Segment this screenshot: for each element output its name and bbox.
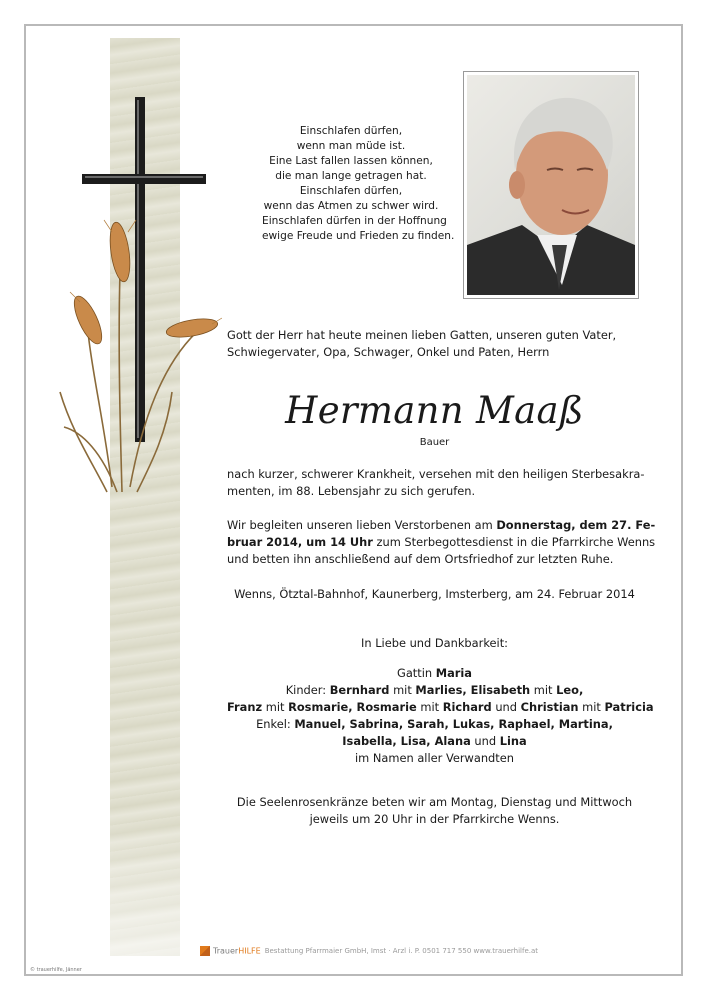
intro-text	[227, 327, 642, 361]
partner-name: Leo,	[556, 683, 584, 697]
child-name: Bernhard	[329, 683, 390, 697]
rosary-line: jeweils um 20 Uhr in der Pfarrkirche Wenns.	[309, 812, 560, 826]
funeral-date: bruar 2014, um 14 Uhr	[227, 535, 373, 549]
poem-line: wenn das Atmen zu schwer wird.	[263, 200, 439, 212]
funeral-line: und betten ihn anschließend auf dem Ortsfriedhof zur letzten Ruhe.	[227, 552, 614, 566]
children-line	[227, 699, 654, 716]
strip-fade	[110, 820, 180, 956]
poem-line: Einschlafen dürfen in der Hoffnung	[262, 215, 447, 227]
partner-name: Marlies, Elisabeth	[415, 683, 531, 697]
mourners-list	[227, 665, 654, 767]
death-notice-line: nach kurzer, schwerer Krankheit, versehen mit den heiligen Sterbesakra-	[227, 467, 645, 481]
children-line	[227, 682, 642, 699]
grandchildren-names: Manuel, Sabrina, Sarah, Lukas, Raphael, Martina,	[294, 717, 613, 731]
footer-info: Bestattung Pfarrmaier GmbH, Imst · Arzl i. P. 0501 717 550 www.trauerhilfe.at	[264, 947, 539, 955]
connector: mit	[389, 683, 416, 697]
spouse-name: Maria	[435, 666, 472, 680]
funeral-text: Wir begleiten unseren lieben Verstorbenen am	[227, 518, 497, 532]
footer-brand-accent: HILFE	[238, 946, 261, 956]
rosary-line: Die Seelenrosenkränze beten wir am Montag, Dienstag und Mittwoch	[236, 795, 633, 809]
cross-icon	[82, 97, 206, 442]
connector: mit	[578, 700, 605, 714]
connector: mit	[416, 700, 443, 714]
cross-and-wheat-illustration	[52, 92, 222, 502]
deceased-occupation: Bauer	[419, 437, 450, 448]
grandchildren-names: Isabella, Lisa, Alana	[342, 734, 471, 748]
child-name: Franz	[227, 700, 263, 714]
closing-line: In Liebe und Dankbarkeit:	[361, 636, 508, 650]
copyright: © trauerhilfe, Jänner	[30, 967, 82, 973]
portrait-frame	[463, 71, 639, 299]
child-name: Christian	[520, 700, 579, 714]
poem-line: die man lange getragen hat.	[275, 170, 427, 182]
partner-name: Rosmarie, Rosmarie	[288, 700, 417, 714]
grandchildren-line	[227, 716, 642, 733]
rosary-notice	[227, 794, 642, 828]
funeral-line	[227, 534, 656, 551]
portrait-photo	[467, 75, 635, 295]
connector: und	[470, 734, 500, 748]
poem-line: Einschlafen dürfen,	[299, 185, 403, 197]
poem	[262, 124, 455, 244]
place-date	[227, 586, 642, 603]
footer-brand: Trauer	[213, 946, 239, 956]
intro-line: Schwiegervater, Opa, Schwager, Onkel und Paten, Herrn	[227, 345, 550, 359]
grandchildren-names: Lina	[499, 734, 527, 748]
funeral-details	[227, 517, 656, 568]
partner-name: Richard	[442, 700, 492, 714]
connector: mit	[262, 700, 289, 714]
mourners-closing	[227, 635, 642, 652]
trauerhilfe-logo-icon	[200, 946, 210, 956]
poem-line: Einschlafen dürfen,	[299, 125, 403, 137]
portrait-icon	[467, 75, 635, 295]
footer	[200, 946, 620, 960]
poem-line: Eine Last fallen lassen können,	[269, 155, 433, 167]
spouse-line	[227, 665, 642, 682]
deceased-name: Hermann Maaß	[285, 389, 584, 432]
intro-line: Gott der Herr hat heute meinen lieben Gatten, unseren guten Vater,	[227, 328, 617, 342]
grandchildren-line	[227, 733, 642, 750]
connector: und	[491, 700, 521, 714]
partner-name: Patricia	[604, 700, 654, 714]
death-notice-line: menten, im 88. Lebensjahr zu sich gerufen.	[227, 484, 476, 498]
spouse-label: Gattin	[397, 666, 436, 680]
relatives-line: im Namen aller Verwandten	[355, 751, 514, 765]
death-notice	[227, 466, 645, 500]
poem-line: ewige Freude und Frieden zu finden.	[262, 230, 455, 242]
funeral-text: zum Sterbegottesdienst in die Pfarrkirche Wenns	[372, 535, 656, 549]
funeral-line	[227, 517, 656, 534]
poem-line: wenn man müde ist.	[296, 140, 406, 152]
funeral-date: Donnerstag, dem 27. Fe-	[496, 518, 656, 532]
grandchildren-label: Enkel:	[256, 717, 295, 731]
place-date-line: Wenns, Ötztal-Bahnhof, Kaunerberg, Imsterberg, am 24. Februar 2014	[234, 587, 635, 601]
connector: mit	[530, 683, 557, 697]
children-label: Kinder:	[285, 683, 330, 697]
